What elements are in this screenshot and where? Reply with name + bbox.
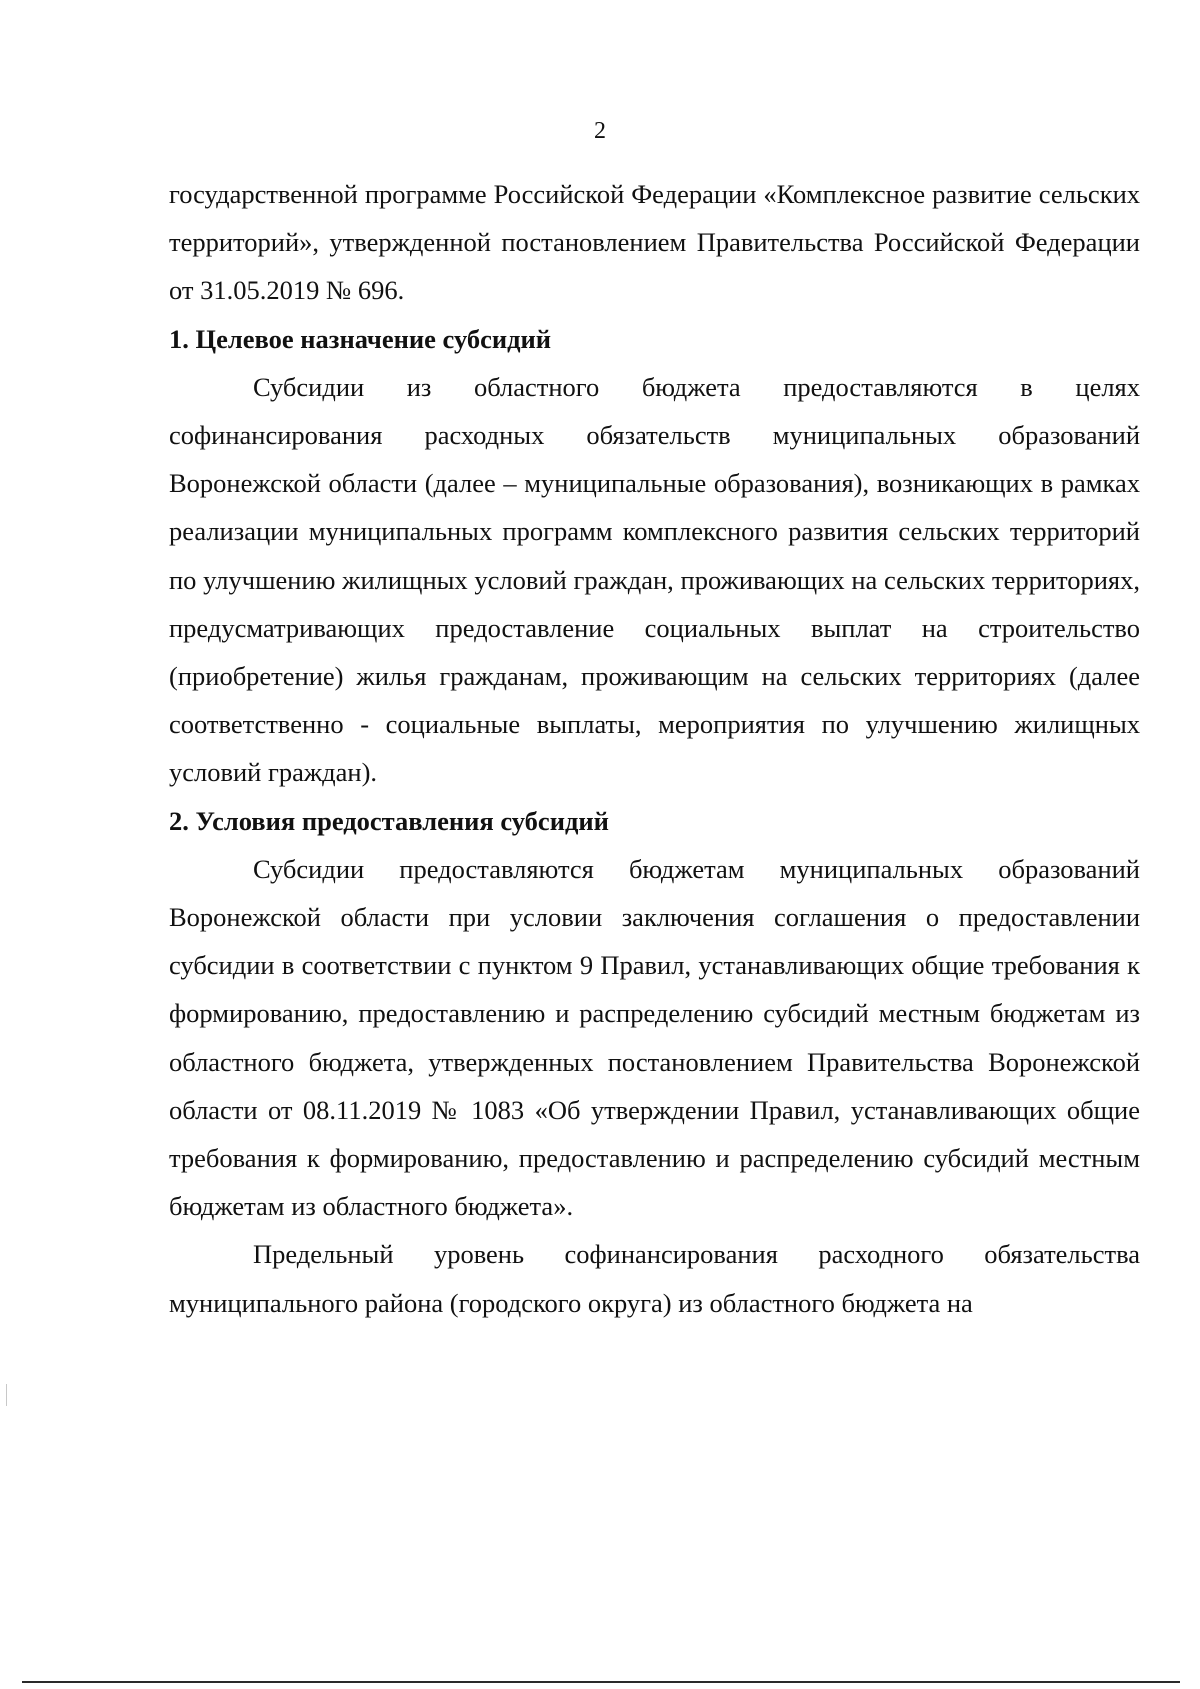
section-2-paragraph-1: Субсидии предоставляются бюджетам муниципальных образований Воронежской области при условии заключения соглашения о предоставлении субсидии в соответствии с пунктом 9 Правил, устанавливающих общие требования к формированию, предоставлению и распределению субсидий местным бюджетам из областного бюджета, утвержденных постановлением Правительства Воронежской области от 08.11.2019 № 1083 «Об утверждении Правил, устанавливающих общие требования к формированию, предоставлению и распределению субсидий местным бюджетам из областного бюджета».: [169, 853, 1140, 1222]
section-2-paragraph-2: Предельный уровень софинансирования расходного обязательства муниципального района (городского округа) из областного бюджета на: [169, 1239, 1140, 1318]
intro-paragraph: государственной программе Российской Федерации «Комплексное развитие сельских территорий», утвержденной постановлением Правительства Российской Федерации от 31.05.2019 № 696.: [169, 179, 1140, 306]
scan-margin-mark: [6, 1384, 7, 1406]
page-number: 2: [594, 118, 606, 144]
page-bottom-rule: [22, 1681, 1180, 1683]
section-2-heading: 2. Условия предоставления субсидий: [169, 805, 609, 836]
section-1-paragraph: Субсидии из областного бюджета предоставляются в целях софинансирования расходных обязательств муниципальных образований Воронежской области (далее – муниципальные образования), возникающих в рамках реализации муниципальных программ комплексного развития сельских территорий по улучшению жилищных условий граждан, проживающих на сельских территориях, предусматривающих предоставление социальных выплат на строительство (приобретение) жилья гражданам, проживающим на сельских территориях (далее соответственно - социальные выплаты, мероприятия по улучшению жилищных условий граждан).: [169, 371, 1140, 788]
section-1-heading: 1. Целевое назначение субсидий: [169, 323, 552, 354]
document-body: [169, 170, 1140, 1327]
